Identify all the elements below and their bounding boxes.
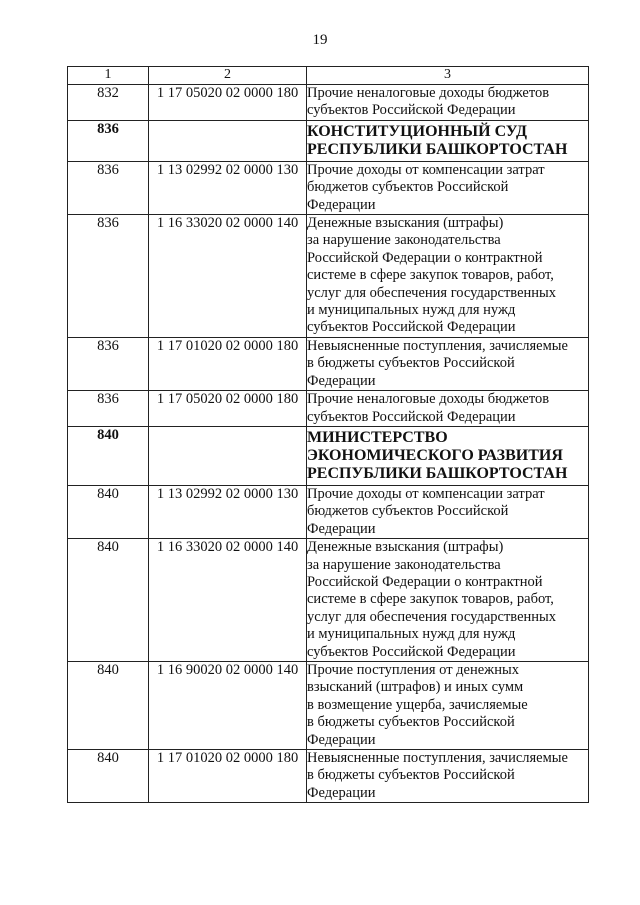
table-row [68, 215, 589, 338]
text-line: Федерации [307, 196, 376, 213]
page-number: 19 [312, 32, 328, 48]
table-header [68, 67, 589, 85]
income-name-cell [307, 161, 589, 214]
text-line: Федерации [307, 731, 376, 748]
text-line: взысканий (штрафов) и иных сумм [307, 679, 524, 696]
income-name-cell [307, 85, 589, 121]
income-name-cell [307, 215, 589, 338]
income-code-cell: 1 16 33020 02 0000 140 [149, 215, 307, 338]
table-body [68, 85, 589, 803]
table-row [68, 485, 589, 538]
text-line: Федерации [307, 372, 376, 389]
text-line: за нарушение законодательства [307, 556, 501, 573]
administrator-name-cell [307, 120, 589, 161]
admin-code-cell: 840 [68, 661, 149, 749]
text-line: Прочие поступления от денежных [307, 661, 519, 678]
table-row [68, 750, 589, 803]
text-line: в бюджеты субъектов Российской [307, 714, 515, 731]
text-line: Прочие доходы от компенсации затрат [307, 161, 545, 178]
text-line: РЕСПУБЛИКИ БАШКОРТОСТАН [307, 464, 568, 482]
income-name-cell [307, 750, 589, 803]
income-name-cell [307, 391, 589, 427]
table-row [68, 161, 589, 214]
admin-code-cell: 840 [68, 539, 149, 662]
admin-code-cell: 840 [68, 426, 149, 485]
text-line: Прочие неналоговые доходы бюджетов [307, 391, 550, 408]
text-line: Невыясненные поступления, зачисляемые [307, 750, 568, 766]
section-row [68, 120, 589, 161]
text-line: МИНИСТЕРСТВО [307, 428, 448, 446]
header-col-1: 1 [68, 67, 149, 85]
revenue-classification-table [67, 66, 589, 803]
income-name-cell [307, 661, 589, 749]
income-code-cell [149, 120, 307, 161]
text-line: ЭКОНОМИЧЕСКОГО РАЗВИТИЯ [307, 446, 563, 464]
text-line: и муниципальных нужд для нужд [307, 626, 516, 643]
admin-code-cell: 836 [68, 120, 149, 161]
text-line: бюджетов субъектов Российской [307, 503, 509, 520]
table-row [68, 391, 589, 427]
income-code-cell: 1 16 33020 02 0000 140 [149, 539, 307, 662]
text-line: Невыясненные поступления, зачисляемые [307, 337, 568, 354]
admin-code-cell: 840 [68, 750, 149, 803]
admin-code-cell: 840 [68, 485, 149, 538]
text-line: КОНСТИТУЦИОННЫЙ СУД [307, 122, 528, 140]
income-code-cell: 1 13 02992 02 0000 130 [149, 161, 307, 214]
admin-code-cell: 836 [68, 215, 149, 338]
text-line: бюджетов субъектов Российской [307, 179, 509, 196]
income-code-cell [149, 426, 307, 485]
text-line: услуг для обеспечения государственных [307, 608, 557, 625]
header-col-3: 3 [307, 67, 589, 85]
text-line: системе в сфере закупок товаров, работ, [307, 591, 554, 608]
text-line: субъектов Российской Федерации [307, 102, 516, 119]
admin-code-cell: 836 [68, 337, 149, 390]
income-name-cell [307, 485, 589, 538]
income-code-cell: 1 17 05020 02 0000 180 [149, 85, 307, 121]
table-row [68, 661, 589, 749]
admin-code-cell: 832 [68, 85, 149, 121]
text-line: Денежные взыскания (штрафы) [307, 539, 504, 556]
income-code-cell: 1 17 01020 02 0000 180 [149, 750, 307, 803]
text-line: в бюджеты субъектов Российской [307, 767, 515, 784]
section-row [68, 426, 589, 485]
text-line: услуг для обеспечения государственных [307, 284, 557, 301]
text-line: субъектов Российской Федерации [307, 319, 516, 336]
text-line: за нарушение законодательства [307, 232, 501, 249]
text-line: РЕСПУБЛИКИ БАШКОРТОСТАН [307, 140, 568, 158]
text-line: в возмещение ущерба, зачисляемые [307, 696, 528, 713]
text-line: Денежные взыскания (штрафы) [307, 215, 504, 232]
text-line: субъектов Российской Федерации [307, 643, 516, 660]
table-row [68, 85, 589, 121]
text-line: и муниципальных нужд для нужд [307, 302, 516, 319]
text-line: субъектов Российской Федерации [307, 408, 516, 425]
text-line: Российской Федерации о контрактной [307, 249, 543, 266]
income-code-cell: 1 17 01020 02 0000 180 [149, 337, 307, 390]
text-line: Федерации [307, 784, 376, 801]
administrator-name-cell [307, 426, 589, 485]
income-name-cell [307, 539, 589, 662]
income-code-cell: 1 13 02992 02 0000 130 [149, 485, 307, 538]
header-row [68, 67, 589, 85]
text-line: Прочие неналоговые доходы бюджетов [307, 85, 550, 101]
table-row [68, 337, 589, 390]
income-name-cell [307, 337, 589, 390]
text-line: Российской Федерации о контрактной [307, 573, 543, 590]
table-row [68, 539, 589, 662]
text-line: системе в сфере закупок товаров, работ, [307, 267, 554, 284]
income-code-cell: 1 17 05020 02 0000 180 [149, 391, 307, 427]
text-line: в бюджеты субъектов Российской [307, 355, 515, 372]
text-line: Федерации [307, 520, 376, 537]
income-code-cell: 1 16 90020 02 0000 140 [149, 661, 307, 749]
admin-code-cell: 836 [68, 391, 149, 427]
text-line: Прочие доходы от компенсации затрат [307, 485, 545, 502]
admin-code-cell: 836 [68, 161, 149, 214]
header-col-2: 2 [149, 67, 307, 85]
